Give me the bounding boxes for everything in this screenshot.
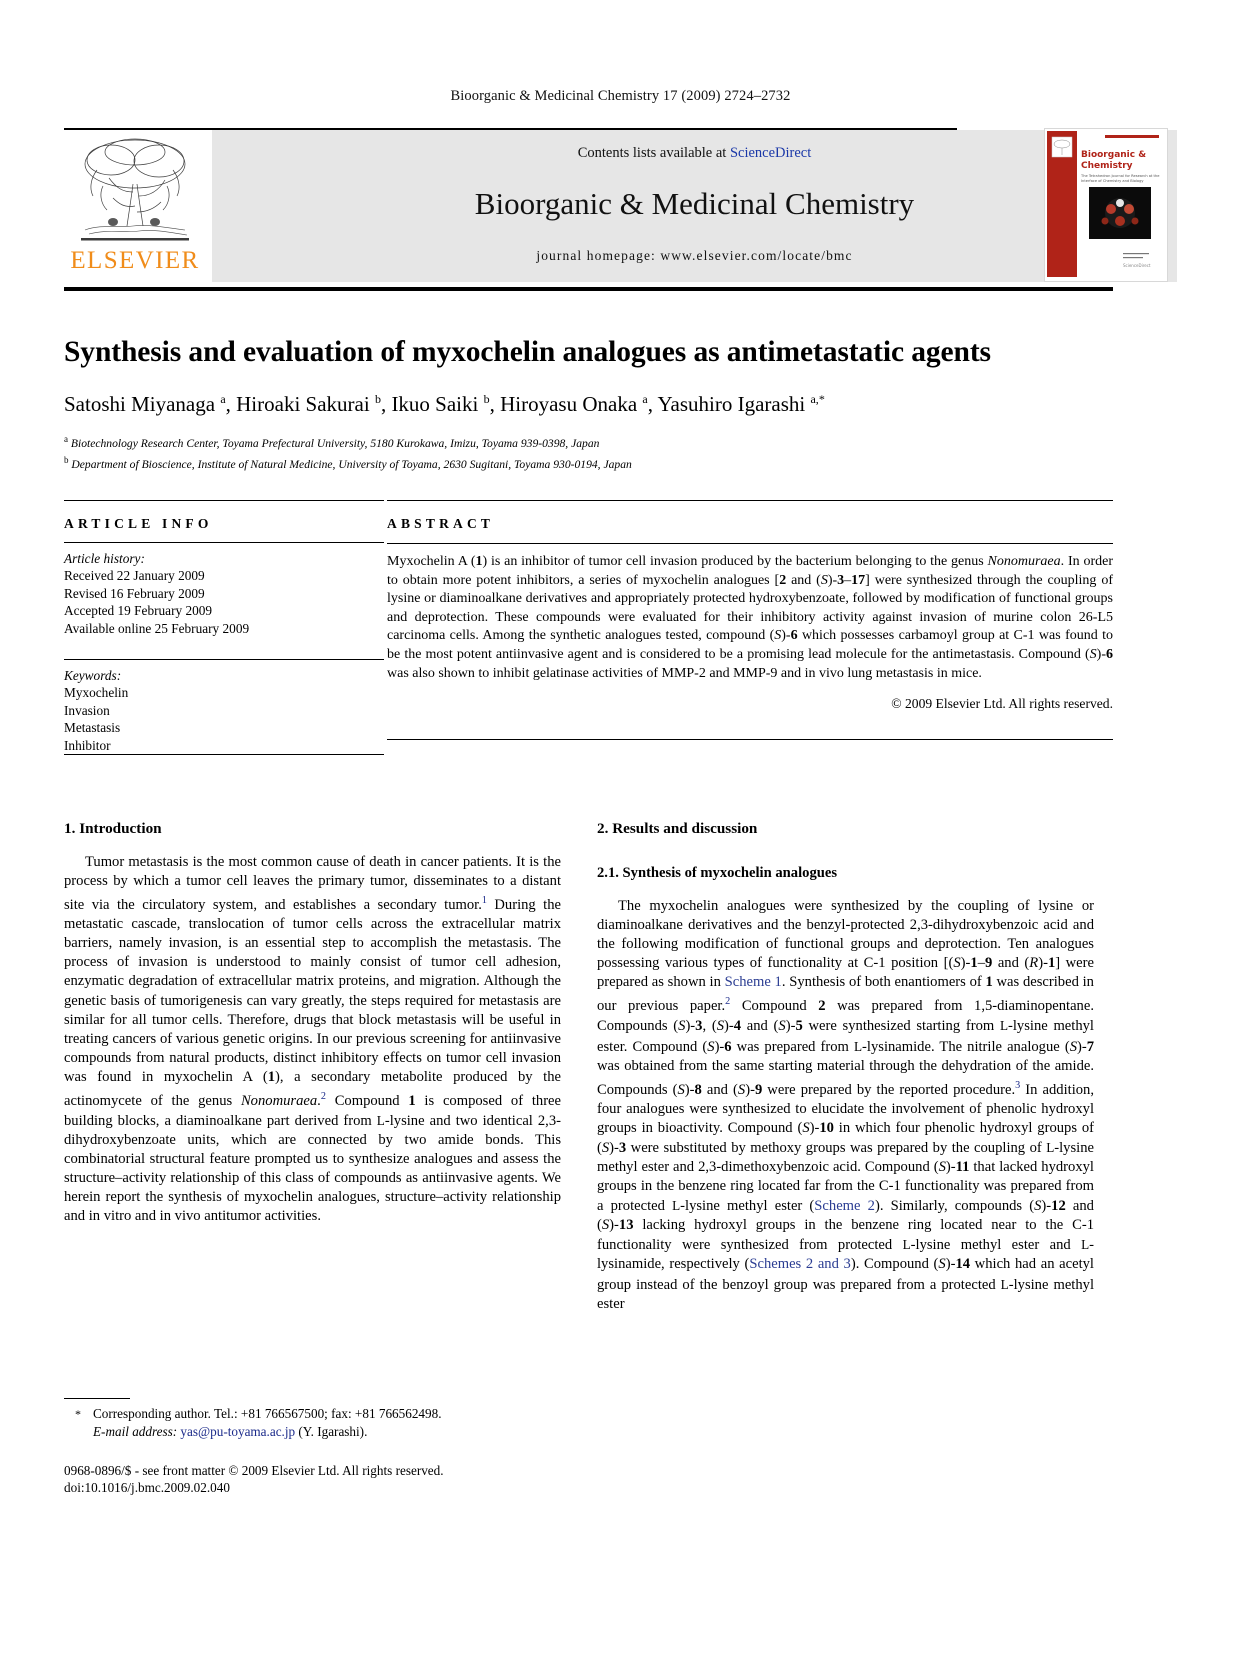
elsevier-logo xyxy=(64,130,206,282)
article-title-text: Synthesis and evaluation of myxochelin analogues as antimetastatic agents xyxy=(64,336,991,368)
scheme-1-link[interactable]: Scheme 1 xyxy=(724,974,782,991)
paragraph-synthesis: The myxochelin analogues were synthesized by the coupling of lysine or diaminoalkane derivatives and the benzyl-protected 2,3-dihydroxybenzoic acid and the following modification of functional groups and deprotection. Ten analogues possessing various types of functionality at C-1 position [(S)-1–9 and (R)-1] were prepared as shown in Scheme 1. Synthesis of both enantiomers of 1 was described in our previous paper.$^2$ Compound 2 was prepared from 1,5-diaminopentane. Compounds (S)-3, (S)-4 and (S)-5 were synthesized starting from L-lysine methyl ester. Compound (S)-6 was prepared from L-lysinamide. The nitrile analogue (S)-7 was obtained from the same starting material through the dehydration of the amide. Compounds (S)-8 and (S)-9 were prepared by the reported procedure.$^3$ In addition, four analogues were synthesized to elucidate the involvement of phenolic hydroxyl groups in bioactivity. Compound (S)-10 in which four phenolic hydroxyl groups of (S)-3 were substituted by methoxy groups was prepared by the coupling of L-lysine methyl ester and 2,3-dimethoxybenzoic acid. Compound (S)-11 that lacked hydroxyl groups in the benzene ring located far from the C-1 functionality was prepared from a protected L-lysine methyl ester (Scheme 2). Similarly, compounds (S)-12 and (S)-13 lacking hydroxyl groups in the benzene ring located near to the C-1 functionality were synthesized from protected L-lysine methyl ester and L-lysinamide, respectively (Schemes 2 and 3). Compound (S)-14 which had an acetyl group instead of the benzoyl group was prepared from a protected L-lysine methyl ester xyxy=(597,898,1095,1312)
affiliations xyxy=(64,431,1144,474)
keywords-label: Keywords: xyxy=(64,668,122,684)
abstract-text: Myxochelin A (1) is an inhibitor of tumor cell invasion produced by the bacterium belonging to the genus Nonomuraea. In order to obtain more potent inhibitors, a series of myxochelin analogues [2 and (S)-3–17] were synthesized through the coupling of lysine or diaminoalkane derivatives and appropriately protected hydroxybenzoate, followed by modification of functional groups and deprotection. These compounds were evaluated for their inhibitory activity against invasion of murine colon 26-L5 carcinoma cells. Among the synthetic analogues tested, compound (S)-6 which possesses carbamoyl group at C-1 was found to be the most potent antiinvasive agent and is considered to be a promising lead molecule for the antimetastasis. Compound (S)-6 was also shown to inhibit gelatinase activities of MMP-2 and MMP-9 and in vivo lung metastasis in mice. xyxy=(387,554,1113,681)
article-info-top-rule xyxy=(64,500,384,501)
journal-masthead xyxy=(64,128,1177,282)
journal-title: Bioorganic & Medicinal Chemistry xyxy=(474,186,915,221)
sciencedirect-link[interactable]: ScienceDirect xyxy=(729,145,812,161)
email-suffix: (Y. Igarashi). xyxy=(298,1423,368,1439)
cover-artwork xyxy=(1045,129,1165,279)
article-history-label: Article history: xyxy=(64,551,145,566)
journal-band xyxy=(212,130,1177,282)
author-list: Satoshi Miyanaga $^a$, Hiroaki Sakurai $^b$, Ikuo Saiki $^b$, Hiroyasu Onaka $^a$, Yasuhiro Igarashi $^{a,*}$ xyxy=(64,392,825,416)
journal-homepage[interactable]: journal homepage: www.elsevier.com/locate/bmc xyxy=(536,248,853,263)
contents-prefix: Contents lists available at xyxy=(577,145,730,161)
contents-line xyxy=(212,130,1177,162)
scheme-2-link[interactable]: Scheme 2 xyxy=(814,1198,875,1215)
running-head: Bioorganic & Medicinal Chemistry 17 (2009) 2724–2732 xyxy=(450,88,791,104)
keyword-item: Myxochelin xyxy=(64,685,129,701)
article-info-bottom-rule xyxy=(64,754,384,755)
doi-line: doi:10.1016/j.bmc.2009.02.040 xyxy=(64,1480,230,1496)
copyright-line: © 2009 Elsevier Ltd. All rights reserved. xyxy=(891,696,1113,712)
journal-cover-thumbnail xyxy=(1044,128,1168,282)
abstract-column xyxy=(387,508,1113,712)
footnote-line-2 xyxy=(64,1423,564,1441)
keyword-item: Metastasis xyxy=(64,720,121,736)
masthead-bottom-rule xyxy=(64,287,1113,291)
svg-text:Bioorganic &: Bioorganic & xyxy=(1081,150,1147,160)
abstract-bottom-rule xyxy=(387,739,1113,740)
keywords-block xyxy=(64,660,384,754)
abstract-top-rule xyxy=(387,500,1113,501)
footnote-marker: * xyxy=(75,1407,81,1421)
schemes-2-3-link[interactable]: Schemes 2 and 3 xyxy=(749,1256,851,1273)
section-heading-results: 2. Results and discussion xyxy=(597,820,758,837)
email-label: E-mail address: xyxy=(93,1423,178,1439)
footnote-line-1: Corresponding author. Tel.: +81 766567500; fax: +81 766562498. xyxy=(93,1406,442,1421)
section-heading-synthesis: 2.1. Synthesis of myxochelin analogues xyxy=(597,865,838,881)
keyword-item: Invasion xyxy=(64,702,110,718)
affiliation-a: $^a$ Biotechnology Research Center, Toyama Prefectural University, 5180 Kurokawa, Imizu, Toyama 939-0398, Japan xyxy=(64,434,600,450)
svg-text:Chemistry: Chemistry xyxy=(1081,161,1133,171)
issn-doi-block xyxy=(64,1462,664,1497)
keyword-item: Inhibitor xyxy=(64,737,111,753)
history-accepted: Accepted 19 February 2009 xyxy=(64,603,213,619)
footnote-rule xyxy=(64,1398,130,1399)
article-info-column xyxy=(64,508,384,754)
svg-text:Interface of Chemistry and Bio: Interface of Chemistry and Biology xyxy=(1081,179,1144,183)
elsevier-wordmark: ELSEVIER xyxy=(70,247,200,274)
svg-text:The Tetrahedron Journal for Re: The Tetrahedron Journal for Research at the xyxy=(1081,174,1160,178)
body-column-left xyxy=(64,820,561,1227)
svg-text:ScienceDirect: ScienceDirect xyxy=(1123,263,1151,268)
page-title xyxy=(64,336,1144,369)
affiliation-b: $^b$ Department of Bioscience, Institute of Natural Medicine, University of Toyama, 2630 Sugitani, Toyama 930-0194, Japan xyxy=(64,455,632,472)
history-online: Available online 25 February 2009 xyxy=(64,620,250,636)
issn-line: 0968-0896/$ - see front matter © 2009 Elsevier Ltd. All rights reserved. xyxy=(64,1463,444,1478)
elsevier-tree-icon xyxy=(77,134,193,246)
history-received: Received 22 January 2009 xyxy=(64,568,205,584)
article-info-heading: ARTICLE INFO xyxy=(64,516,213,531)
corresponding-author-footnote xyxy=(64,1405,564,1440)
paragraph-introduction: Tumor metastasis is the most common cause of death in cancer patients. It is the process by which a tumor cell leaves the primary tumor, disseminates to a distant site via the circulatory system, and establishes a secondary tumor.$^1$ During the metastatic cascade, translocation of tumor cells across the extracellular matrix barriers, namely invasion, is an essential step to accomplish the metastasis. The process of invasion is understood to mainly consist of tumor cell adhesion, enzymatic degradation of extracellular matrix proteins, and migration. Although the genetic basis of tumorigenesis can vary greatly, the steps required for metastasis are similar for all tumor cells. Therefore, drugs that block metastasis will be useful in treating cancers of various genetic origins. In our previous screening for antiinvasive compounds from natural products, distinct inhibitory effects on tumor cell invasion was found in myxochelin A (1), a secondary metabolite produced by the actinomycete of the genus Nonomuraea.$^2$ Compound 1 is composed of three building blocks, a diaminoalkane part derived from L-lysine and two identical 2,3-dihydroxybenzoate units, which are connected by two amide bonds. This combinatorial structural feature prompted us to synthesize analogues and assess the structure–activity relationship of this class of compounds as antiinvasive agents. We herein report the synthesis of myxochelin analogues, structure–activity relationship and in vitro and in vivo antitumor activities. xyxy=(64,854,562,1225)
section-heading-introduction: 1. Introduction xyxy=(64,820,162,837)
abstract-heading: ABSTRACT xyxy=(387,516,495,531)
article-history xyxy=(64,543,384,637)
email-link[interactable]: yas@pu-toyama.ac.jp xyxy=(180,1423,296,1439)
body-column-right xyxy=(597,820,1094,1314)
history-revised: Revised 16 February 2009 xyxy=(64,585,205,601)
